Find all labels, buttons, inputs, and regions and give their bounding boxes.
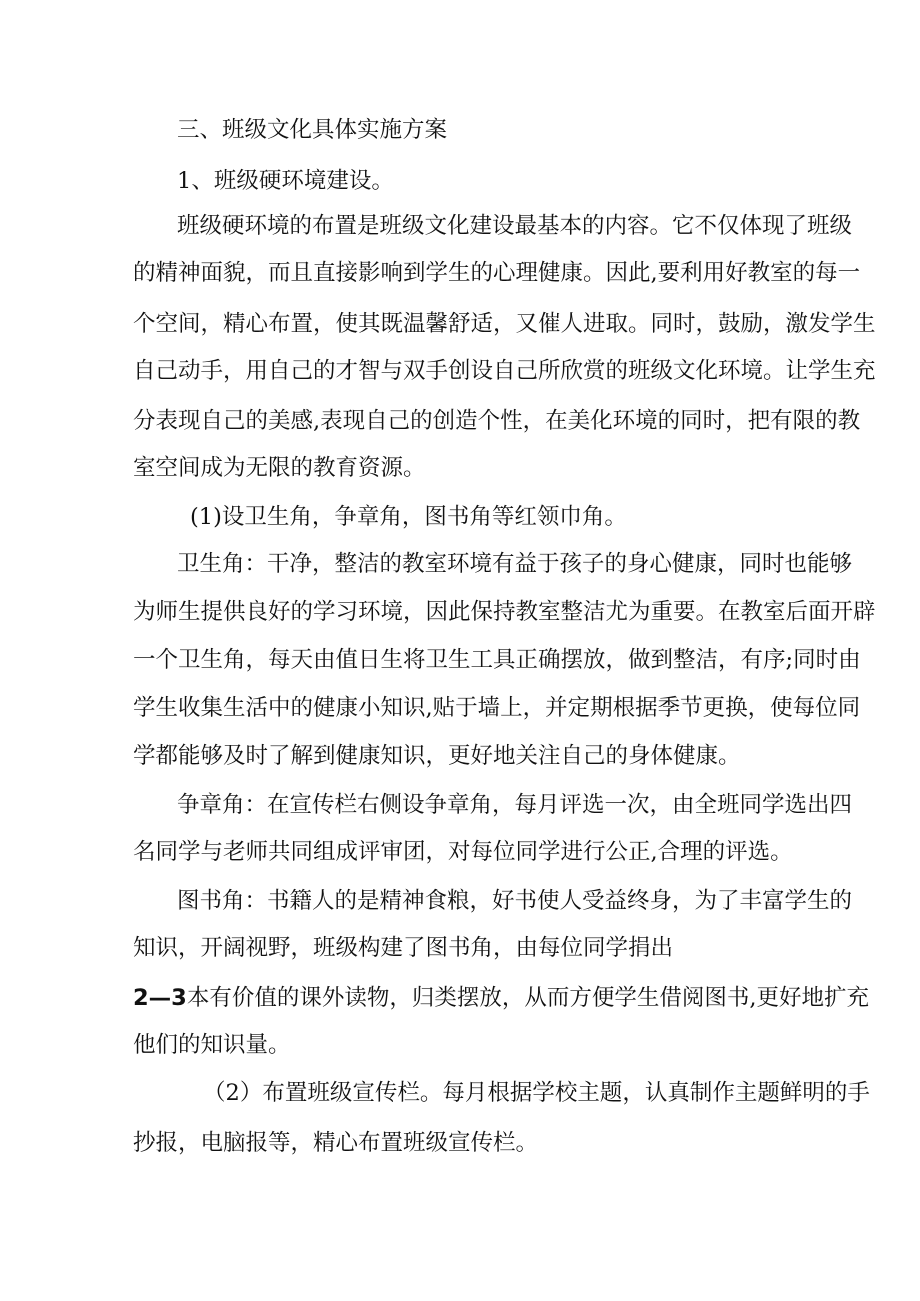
subheading-hard-environment: 1、班级硬环境建设。 [177, 168, 394, 194]
paragraph-line: 卫生角：干净，整洁的教室环境有益于孩子的身心健康，同时也能够 [177, 551, 853, 577]
paragraph-line-text: 本有价值的课外读物，归类摆放，从而方便学生借阅图书,更好地扩充 [186, 985, 869, 1011]
paragraph-line: 他们的知识量。 [133, 1032, 291, 1058]
book-count-number: 2—3 [133, 985, 187, 1011]
paragraph-line-with-number [133, 983, 869, 1013]
paragraph-line: 知识，开阔视野，班级构建了图书角，由每位同学捐出 [133, 935, 674, 961]
paragraph-line: 学都能够及时了解到健康知识，更好地关注自己的身体健康。 [133, 743, 741, 769]
paragraph-line: 自己动手，用自己的才智与双手创设自己所欣赏的班级文化环境。让学生充 [133, 358, 876, 384]
paragraph-line: 一个卫生角，每天由值日生将卫生工具正确摆放，做到整洁，有序;同时由 [133, 647, 861, 673]
paragraph-line: 争章角：在宣传栏右侧设争章角，每月评选一次，由全班同学选出四 [177, 792, 853, 818]
paragraph-line: 图书角：书籍人的是精神食粮，好书使人受益终身，为了丰富学生的 [177, 888, 853, 914]
paragraph-line: 班级硬环境的布置是班级文化建设最基本的内容。它不仅体现了班级 [177, 213, 853, 239]
paragraph-line: 个空间，精心布置，使其既温馨舒适，又催人进取。同时，鼓励，激发学生 [133, 311, 876, 337]
paragraph-line: 为师生提供良好的学习环境，因此保持教室整洁尤为重要。在教室后面开辟 [133, 599, 876, 625]
paragraph-line: 名同学与老师共同组成评审团，对每位同学进行公正,合理的评选。 [133, 839, 793, 865]
paragraph-line: 抄报，电脑报等，精心布置班级宣传栏。 [133, 1130, 539, 1156]
section-heading: 三、班级文化具体实施方案 [177, 117, 448, 143]
paragraph-line: 室空间成为无限的教育资源。 [133, 455, 426, 481]
item-corners-heading: (1)设卫生角，争章角，图书角等红领巾角。 [190, 504, 627, 530]
paragraph-line: 的精神面貌，而且直接影响到学生的心理健康。因此,要利用好教室的每一 [133, 260, 861, 286]
paragraph-line: 学生收集生活中的健康小知识,贴于墙上，并定期根据季节更换，使每位同 [133, 695, 861, 721]
item-bulletin-board: （2）布置班级宣传栏。每月根据学校主题，认真制作主题鲜明的手 [203, 1080, 870, 1106]
paragraph-line: 分表现自己的美感,表现自己的创造个性，在美化环境的同时，把有限的教 [133, 408, 861, 434]
